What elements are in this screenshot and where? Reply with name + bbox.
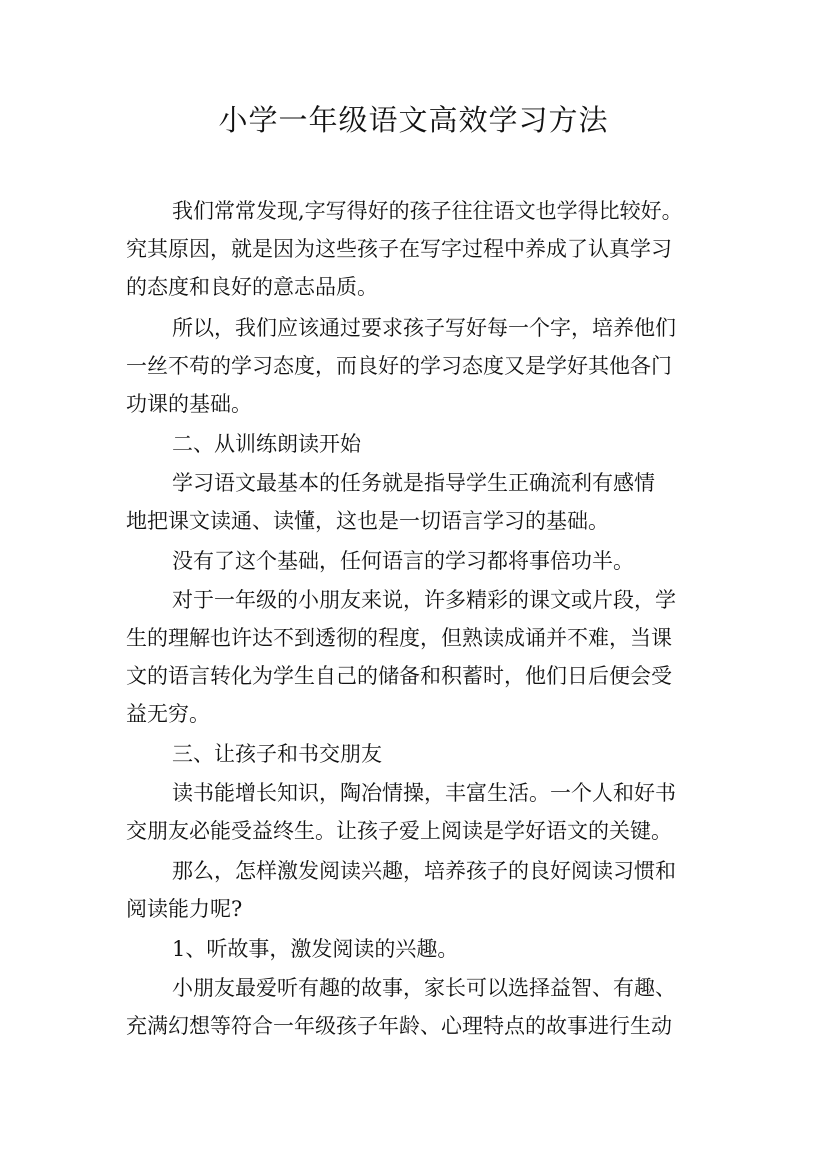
- text-line: 学习语文最基本的任务就是指导学生正确流利有感情: [172, 471, 655, 495]
- text-line: 充满幻想等符合一年级孩子年龄、心理特点的故事进行生动: [126, 1014, 672, 1038]
- text-line: 功课的基础。: [126, 392, 252, 416]
- text-line: 究其原因，就是因为这些孩子在写字过程中养成了认真学习: [126, 237, 672, 261]
- text-line: 的态度和良好的意志品质。: [126, 275, 378, 299]
- section-heading: 二、从训练朗读开始: [172, 432, 361, 456]
- text-line: 读书能增长知识，陶冶情操，丰富生活。一个人和好书: [172, 781, 676, 805]
- text-line: 地把课文读通、读懂，这也是一切语言学习的基础。: [126, 509, 609, 533]
- text-line: 那么，怎样激发阅读兴趣，培养孩子的良好阅读习惯和: [172, 859, 676, 883]
- text-line: 阅读能力呢?: [126, 897, 243, 921]
- section-heading: 三、让孩子和书交朋友: [172, 742, 382, 766]
- text-line: 对于一年级的小朋友来说，许多精彩的课文或片段，学: [172, 588, 676, 612]
- text-line: 小朋友最爱听有趣的故事，家长可以选择益智、有趣、: [172, 976, 676, 1000]
- document-title: 小学一年级语文高效学习方法: [218, 103, 609, 137]
- text-line: 一丝不苟的学习态度，而良好的学习态度又是学好其他各门: [126, 354, 672, 378]
- text-line: 我们常常发现,字写得好的孩子往往语文也学得比较好。: [172, 199, 683, 223]
- text-line: 生的理解也许达不到透彻的程度，但熟读成诵并不难，当课: [126, 626, 672, 650]
- text-line: 益无穷。: [126, 702, 210, 726]
- text-line: 没有了这个基础，任何语言的学习都将事倍功半。: [172, 549, 634, 573]
- text-line: 文的语言转化为学生自己的储备和积蓄时，他们日后便会受: [126, 664, 672, 688]
- text-line: 交朋友必能受益终生。让孩子爱上阅读是学好语文的关键。: [126, 819, 672, 843]
- text-line: 所以，我们应该通过要求孩子写好每一个字，培养他们: [172, 316, 676, 340]
- text-line: 1、听故事，激发阅读的兴趣。: [172, 937, 459, 961]
